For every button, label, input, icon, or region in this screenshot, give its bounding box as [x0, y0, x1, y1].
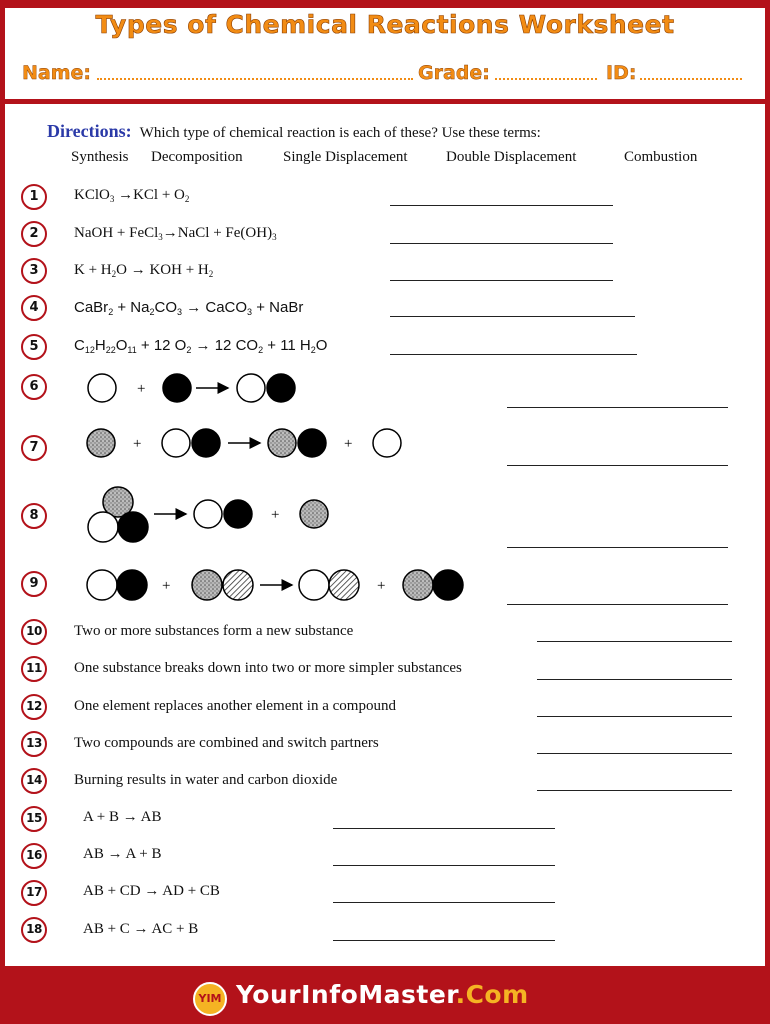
white-atom-icon: [194, 500, 222, 528]
formula-part: NaCl + Fe(OH): [177, 225, 273, 241]
formula-part: + 12 O: [140, 337, 187, 354]
formula-part: CaBr: [74, 299, 109, 316]
answer-line[interactable]: [390, 280, 613, 281]
formula-subscript: 3: [177, 307, 183, 317]
formula-part: + NaBr: [252, 299, 304, 316]
white-atom-icon: [299, 570, 329, 600]
formula-subscript: 2: [111, 269, 117, 279]
formula-subscript: 3: [109, 194, 115, 204]
black-atom-icon: [118, 512, 148, 542]
question-number: 9: [21, 571, 47, 597]
formula-part: O: [315, 337, 328, 354]
formula-subscript: 11: [127, 345, 137, 355]
answer-line[interactable]: [390, 316, 635, 317]
diagram-8: [88, 487, 328, 542]
formula-part: C: [74, 337, 85, 354]
answer-line[interactable]: [390, 243, 613, 244]
question-text: One substance breaks down into two or more simpler substances: [74, 660, 462, 676]
directions-label: Directions:: [47, 121, 132, 141]
question-number: 4: [21, 295, 47, 321]
gray-atom-icon: [300, 500, 328, 528]
striped-atom-icon: [329, 570, 359, 600]
question-number: 2: [21, 221, 47, 247]
question-text: Two compounds are combined and switch partners: [74, 735, 379, 751]
formula-part: KClO: [74, 187, 110, 203]
white-atom-icon: [87, 570, 117, 600]
black-atom-icon: [224, 500, 252, 528]
white-atom-icon: [162, 429, 190, 457]
brand-dot: .: [455, 980, 466, 1009]
question-number: 3: [21, 258, 47, 284]
formula-subscript: 2: [208, 269, 214, 279]
gray-atom-icon: [87, 429, 115, 457]
black-atom-icon: [433, 570, 463, 600]
formula-subscript: 3: [272, 232, 277, 242]
answer-line[interactable]: [333, 865, 555, 866]
id-label: ID:: [606, 62, 637, 84]
formula-subscript: 2: [310, 345, 316, 355]
white-atom-icon: [373, 429, 401, 457]
formula-part: H: [94, 337, 106, 354]
plus-sign: +: [162, 578, 171, 594]
question-number: 1: [21, 184, 47, 210]
directions-text: Which type of chemical reaction is each of these? Use these terms:: [139, 125, 541, 141]
answer-line[interactable]: [537, 753, 732, 754]
term-combustion: Combustion: [624, 149, 698, 165]
term-single-displacement: Single Displacement: [283, 149, 408, 165]
plus-sign: +: [271, 507, 280, 523]
page-title: Types of Chemical Reactions Worksheet: [95, 10, 675, 39]
plus-sign: +: [377, 578, 386, 594]
formula-part: CO: [154, 299, 177, 316]
grade-label: Grade:: [418, 62, 490, 84]
question-text: Two or more substances form a new substance: [74, 623, 354, 639]
answer-line[interactable]: [507, 407, 728, 408]
black-atom-icon: [163, 374, 191, 402]
diagram-9: [87, 570, 463, 600]
formula-part: O: [116, 262, 127, 278]
answer-line[interactable]: [333, 902, 555, 903]
answer-line[interactable]: [537, 716, 732, 717]
formula-subscript: 2: [108, 307, 114, 317]
question-number: 17: [21, 880, 47, 906]
formula-subscript: 2: [258, 345, 264, 355]
question-text: A + B → AB: [83, 809, 162, 825]
black-atom-icon: [267, 374, 295, 402]
question-number: 13: [21, 731, 47, 757]
question-number: 15: [21, 806, 47, 832]
gray-atom-icon: [403, 570, 433, 600]
arrow-icon: →: [195, 337, 211, 354]
formula-subscript: 2: [186, 345, 192, 355]
formula-subscript: 2: [184, 194, 190, 204]
arrow-icon: →: [162, 225, 178, 241]
formula-subscript: 3: [158, 232, 163, 242]
brand-name: [236, 980, 529, 1009]
formula-subscript: 12: [84, 345, 95, 355]
black-atom-icon: [298, 429, 326, 457]
formula-part: 12 CO: [214, 337, 259, 354]
arrow-icon: →: [186, 299, 202, 316]
question-text: AB → A + B: [83, 846, 162, 862]
plus-sign: +: [137, 381, 146, 397]
question-text: One element replaces another element in a compound: [74, 698, 396, 714]
answer-line[interactable]: [390, 205, 613, 206]
formula-part: K + H: [74, 262, 112, 278]
answer-line[interactable]: [507, 604, 728, 605]
question-number: 16: [21, 843, 47, 869]
footer-banner: [0, 966, 770, 1024]
answer-line[interactable]: [537, 790, 732, 791]
question-number: 12: [21, 694, 47, 720]
formula-part: NaOH + FeCl: [74, 225, 159, 241]
term-synthesis: Synthesis: [71, 149, 129, 165]
brand-suffix: Com: [465, 980, 529, 1009]
answer-line[interactable]: [537, 641, 732, 642]
answer-line[interactable]: [507, 465, 728, 466]
name-label: Name:: [22, 62, 92, 84]
formula-part: CaCO: [205, 299, 248, 316]
question-number: 18: [21, 917, 47, 943]
formula-part: + Na: [113, 299, 150, 316]
formula-subscript: 2: [149, 307, 155, 317]
term-double-displacement: Double Displacement: [446, 149, 577, 165]
question-number: 11: [21, 656, 47, 682]
diagram-7: [87, 429, 401, 457]
formula-part: KCl + O: [133, 187, 185, 203]
yim-logo-icon: YIM: [193, 982, 227, 1016]
question-text: AB + CD → AD + CB: [83, 883, 220, 899]
gray-atom-icon: [268, 429, 296, 457]
formula-part: O: [115, 337, 128, 354]
question-number: 5: [21, 334, 47, 360]
question-number: 8: [21, 503, 47, 529]
question-number: 10: [21, 619, 47, 645]
formula-subscript: 3: [247, 307, 253, 317]
white-atom-icon: [88, 512, 118, 542]
formula-subscript: 22: [105, 345, 116, 355]
answer-line[interactable]: [390, 354, 637, 355]
black-atom-icon: [117, 570, 147, 600]
white-atom-icon: [237, 374, 265, 402]
diagram-6: [88, 374, 295, 402]
brand-text: YourInfoMaster: [236, 980, 456, 1009]
term-decomposition: Decomposition: [151, 149, 243, 165]
arrow-icon: →: [130, 262, 146, 278]
answer-line[interactable]: [537, 679, 732, 680]
gray-atom-icon: [192, 570, 222, 600]
question-number: 6: [21, 374, 47, 400]
formula-part: KOH + H: [149, 262, 209, 278]
striped-atom-icon: [223, 570, 253, 600]
white-atom-icon: [88, 374, 116, 402]
arrow-icon: →: [118, 187, 134, 203]
question-number: 14: [21, 768, 47, 794]
formula-part: + 11 H: [263, 337, 311, 354]
question-number: 7: [21, 435, 47, 461]
plus-sign: +: [344, 436, 353, 452]
answer-line[interactable]: [333, 828, 555, 829]
answer-line[interactable]: [333, 940, 555, 941]
black-atom-icon: [192, 429, 220, 457]
answer-line[interactable]: [507, 547, 728, 548]
question-text: Burning results in water and carbon dioxide: [74, 772, 338, 788]
question-text: AB + C → AC + B: [83, 921, 199, 937]
plus-sign: +: [133, 436, 142, 452]
